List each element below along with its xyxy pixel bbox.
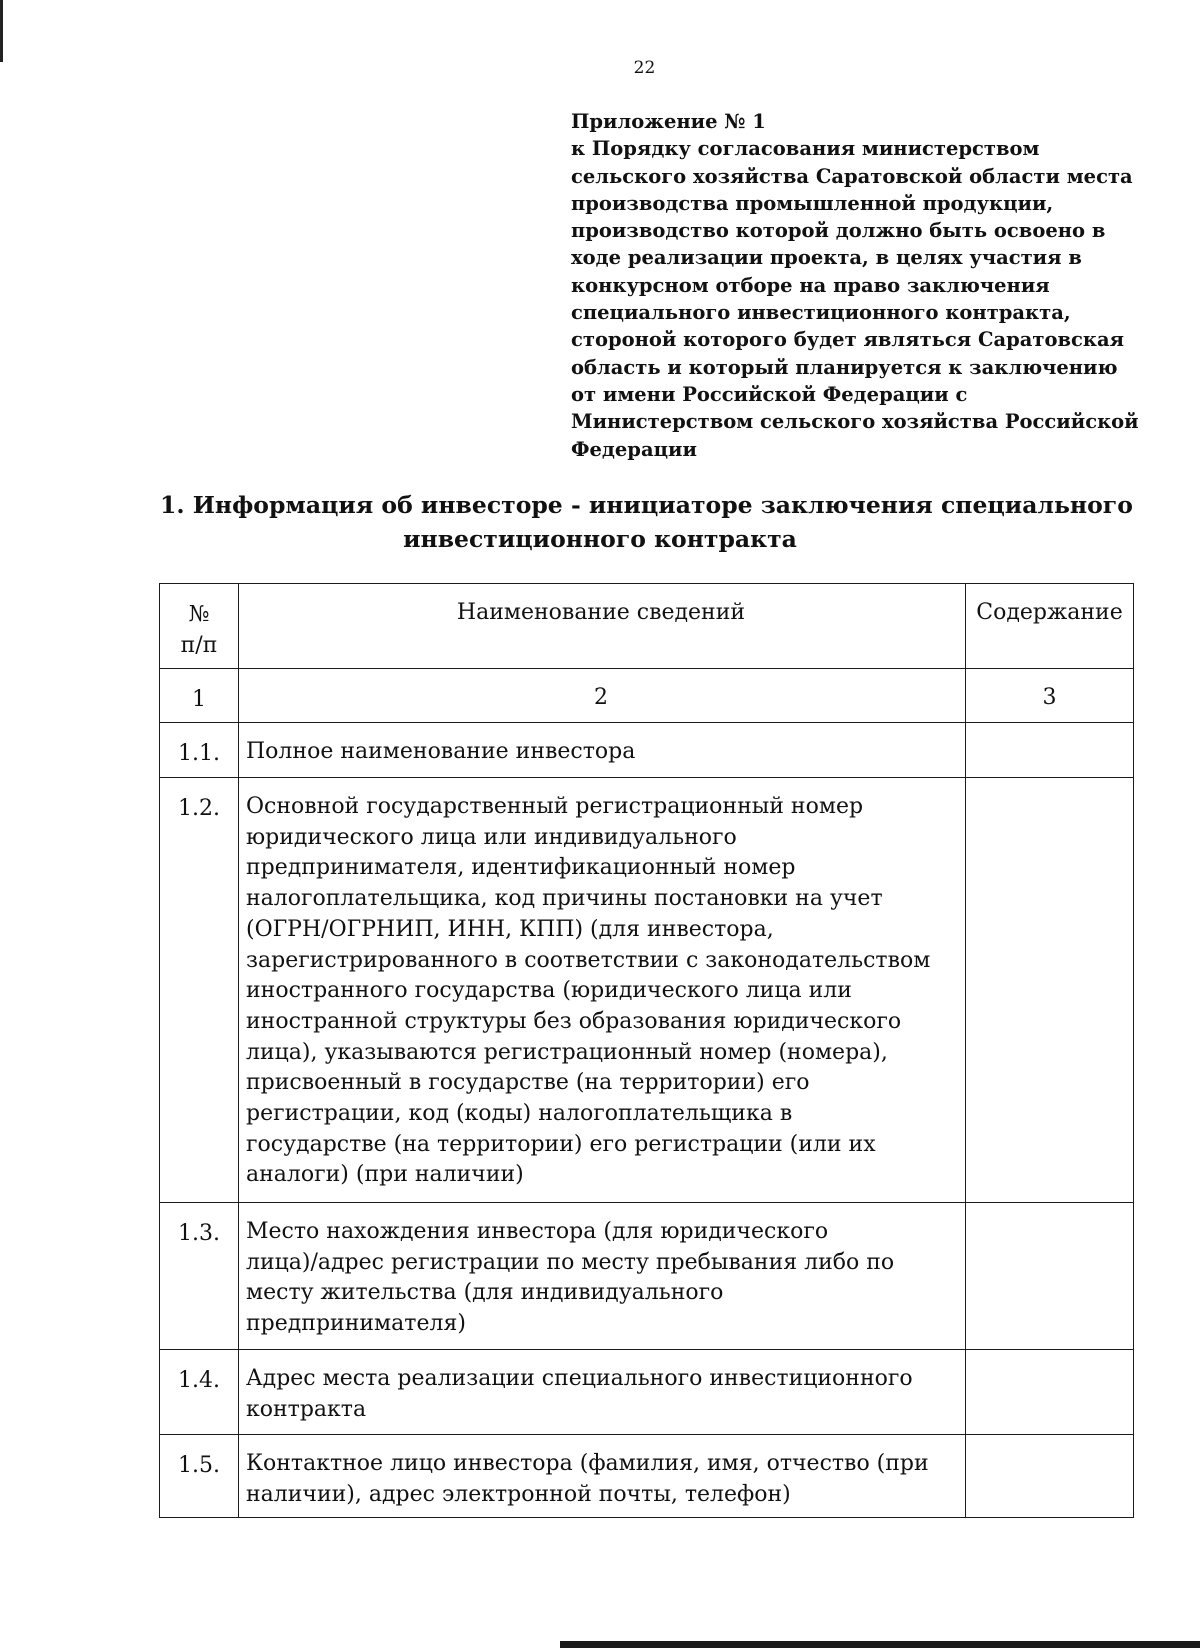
table-row [160, 1350, 1134, 1435]
row-name-line: Адрес места реализации специального инвестиционного [246, 1366, 913, 1391]
row-name-line: Место нахождения инвестора (для юридического [246, 1219, 829, 1244]
row-name-line: Контактное лицо инвестора (фамилия, имя, отчество (при [246, 1451, 929, 1476]
row-content-cell[interactable] [966, 778, 1134, 1203]
row-name-line: присвоенный в государстве (на территории) его [246, 1070, 810, 1096]
row-num-cell: 1.1. [160, 723, 239, 778]
row-name-line: Полное наименование инвестора [246, 739, 636, 764]
section-title-line: инвестиционного контракта [403, 525, 797, 553]
table-row [160, 723, 1134, 778]
appendix-line: от имени Российской Федерации с [571, 382, 968, 406]
header-num-label: п/п [180, 632, 218, 658]
header-num-label: № [188, 602, 210, 627]
appendix-line: конкурсном отборе на право заключения [571, 273, 1050, 297]
row-name-line: лица), указываются регистрационный номер (номера), [246, 1039, 888, 1065]
row-name-line: государстве (на территории) его регистрации (или их [246, 1131, 876, 1157]
row-name-line: иностранного государства (юридического лица или [246, 978, 852, 1004]
row-name-line: юридического лица или индивидуального [246, 824, 737, 850]
appendix-line: ходе реализации проекта, в целях участия в [571, 246, 1082, 270]
row-num-cell: 1.5. [160, 1435, 239, 1518]
row-content-cell[interactable] [966, 1203, 1134, 1350]
row-name-line: наличии), адрес электронной почты, телефон) [246, 1481, 791, 1507]
row-name-cell [239, 1203, 966, 1350]
appendix-line: производства промышленной продукции, [571, 191, 1054, 215]
page-number: 22 [633, 58, 656, 78]
row-name-line: налогоплательщика, код причины постановки на учет [246, 886, 883, 912]
table-row [160, 1435, 1134, 1518]
row-name-cell [239, 1435, 966, 1518]
appendix-heading [571, 108, 1139, 463]
appendix-line: к Порядку согласования министерством [571, 137, 1040, 161]
appendix-line: Федерации [571, 437, 697, 461]
row-num-cell: 1.3. [160, 1203, 239, 1350]
row-name-line: аналоги) (при наличии) [246, 1162, 524, 1188]
appendix-line: специального инвестиционного контракта, [571, 301, 1071, 325]
row-num-cell: 1.4. [160, 1350, 239, 1435]
row-name-line: предпринимателя, идентификационный номер [246, 855, 796, 881]
row-name-line: (ОГРН/ОГРНИП, ИНН, КПП) (для инвестора, [246, 916, 774, 942]
investor-info-table [159, 583, 1134, 1518]
appendix-line: Приложение № 1 [571, 110, 766, 133]
row-content-cell[interactable] [966, 1350, 1134, 1435]
appendix-line: производство которой должно быть освоено в [571, 219, 1106, 243]
header-num-cell [160, 584, 239, 669]
section-title-line: 1. Информация об инвесторе - инициаторе заключения специального [160, 491, 1133, 519]
index-cell: 2 [239, 669, 966, 723]
section-title [160, 488, 1133, 556]
index-cell: 1 [160, 669, 239, 723]
row-name-line: месту жительства (для индивидуального [246, 1280, 724, 1306]
table-row [160, 778, 1134, 1203]
row-name-cell [239, 1350, 966, 1435]
row-num-cell: 1.2. [160, 778, 239, 1203]
row-name-cell [239, 778, 966, 1203]
row-name-line: контракта [246, 1396, 367, 1422]
row-name-line: лица)/адрес регистрации по месту пребывания либо по [246, 1249, 895, 1275]
index-cell: 3 [966, 669, 1134, 723]
row-content-cell[interactable] [966, 1435, 1134, 1518]
row-name-line: предпринимателя) [246, 1311, 466, 1337]
appendix-line: Министерством сельского хозяйства Российской [571, 410, 1139, 434]
header-name-cell: Наименование сведений [239, 584, 966, 669]
row-name-line: иностранной структуры без образования юридического [246, 1008, 902, 1034]
table-row [160, 1203, 1134, 1350]
row-name-line: зарегистрированного в соответствии с законодательством [246, 947, 931, 973]
row-name-cell [239, 723, 966, 778]
header-content-cell: Содержание [966, 584, 1134, 669]
row-name-line: Основной государственный регистрационный номер [246, 794, 864, 819]
row-content-cell[interactable] [966, 723, 1134, 778]
row-name-line: регистрации, код (коды) налогоплательщика в [246, 1101, 793, 1127]
appendix-line: стороной которого будет являться Саратовская [571, 328, 1125, 352]
appendix-line: сельского хозяйства Саратовской области места [571, 164, 1133, 188]
table-header-row [160, 584, 1134, 669]
table-index-row [160, 669, 1134, 723]
scan-edge-left [0, 0, 3, 62]
scan-edge-bottom [560, 1641, 1200, 1648]
appendix-line: область и который планируется к заключению [571, 355, 1118, 379]
